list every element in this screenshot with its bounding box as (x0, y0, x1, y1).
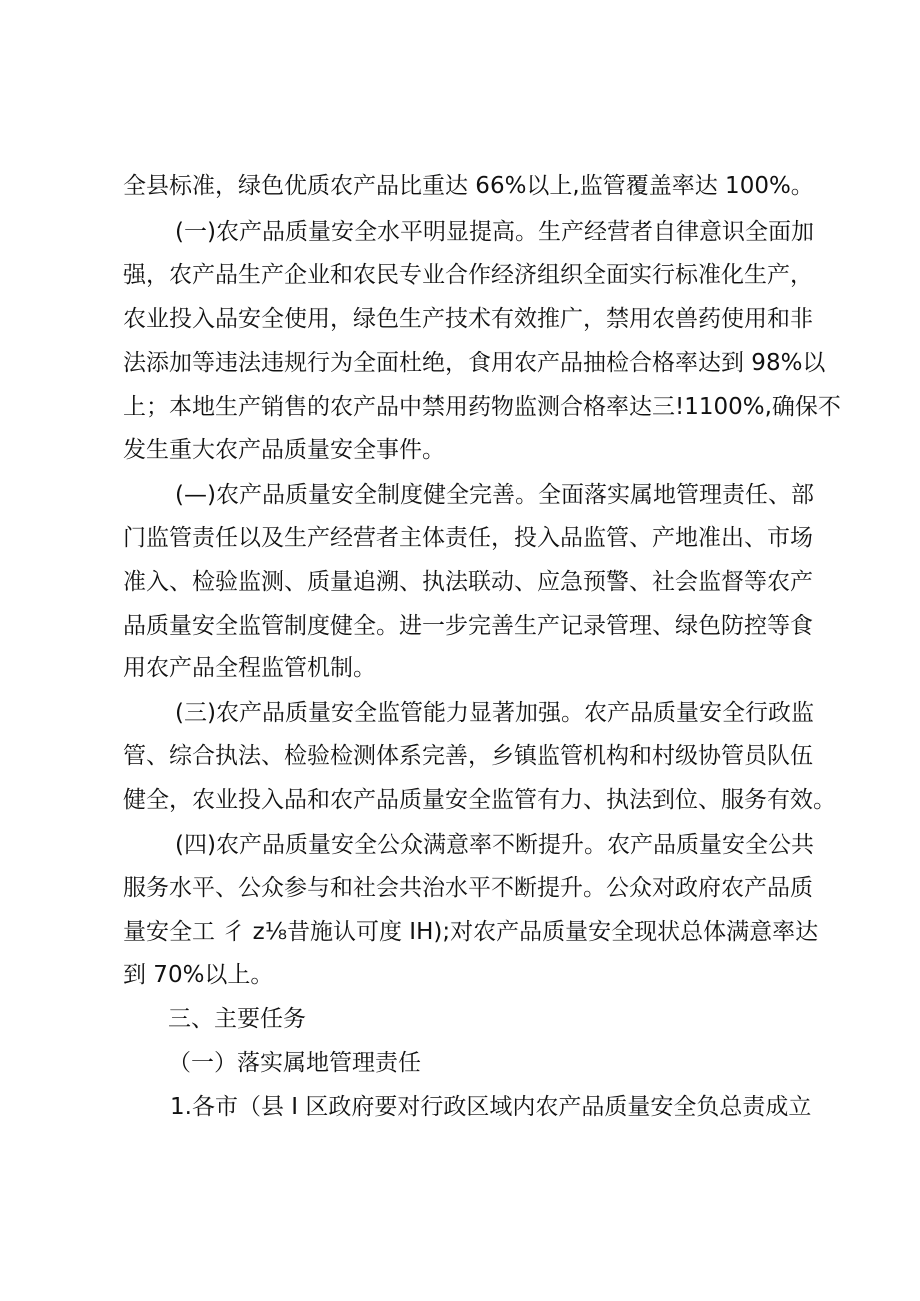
numbered-item-line: 1.各市（县 I 区政府要对行政区域内农产品质量安全负总责成立 (170, 1094, 812, 1120)
body-text-line: 健全，农业投入品和农产品质量安全监管有力、执法到位、服务有效。 (123, 787, 836, 813)
body-text-line: 准入、检验监测、质量追溯、执法联动、应急预警、社会监督等农产 (123, 569, 813, 595)
body-text-line: 用农产品全程监管机制。 (123, 655, 376, 681)
paragraph-first-line: (四)农产品质量安全公众满意率不断提升。农产品质量安全公共 (175, 832, 814, 858)
body-text-line: 品质量安全监管制度健全。进一步完善生产记录管理、绿色防控等食 (123, 613, 813, 639)
body-text-line: 农业投入品安全使用，绿色生产技术有效推广，禁用农兽药使用和非 (123, 306, 813, 332)
paragraph-first-line: (一)农产品质量安全水平明显提高。生产经营者自律意识全面加 (175, 219, 814, 245)
body-text-line: 上；本地生产销售的农产品中禁用药物监测合格率达三!1100%,确保不 (123, 394, 841, 420)
body-text-line: 强，农产品生产企业和农民专业合作经济组织全面实行标准化生产， (123, 262, 813, 288)
section-heading: 三、主要任务 (168, 1006, 306, 1032)
body-text-line: 全县标准，绿色优质农产品比重达 66%以上,监管覆盖率达 100%。 (123, 173, 814, 199)
body-text-line: 发生重大农产品质量安全事件。 (123, 437, 445, 463)
paragraph-first-line: (三)农产品质量安全监管能力显著加强。农产品质量安全行政监 (175, 700, 814, 726)
body-text-line: 门监管责任以及生产经营者主体责任，投入品监管、产地准出、市场 (123, 525, 813, 551)
body-text-line: 量安全工 彳 z⅛昔施认可度 IH);对农产品质量安全现状总体满意率达 (123, 919, 819, 945)
subsection-heading: （一）落实属地管理责任 (168, 1050, 421, 1076)
body-text-line: 法添加等违法违规行为全面杜绝，食用农产品抽检合格率达到 98%以 (123, 350, 826, 376)
body-text-line: 服务水平、公众参与和社会共治水平不断提升。公众对政府农产品质 (123, 875, 813, 901)
body-text-line: 到 70%以上。 (123, 962, 274, 988)
paragraph-first-line: (—)农产品质量安全制度健全完善。全面落实属地管理责任、部 (175, 482, 814, 508)
body-text-line: 管、综合执法、检验检测体系完善，乡镇监管机构和村级协管员队伍 (123, 743, 813, 769)
